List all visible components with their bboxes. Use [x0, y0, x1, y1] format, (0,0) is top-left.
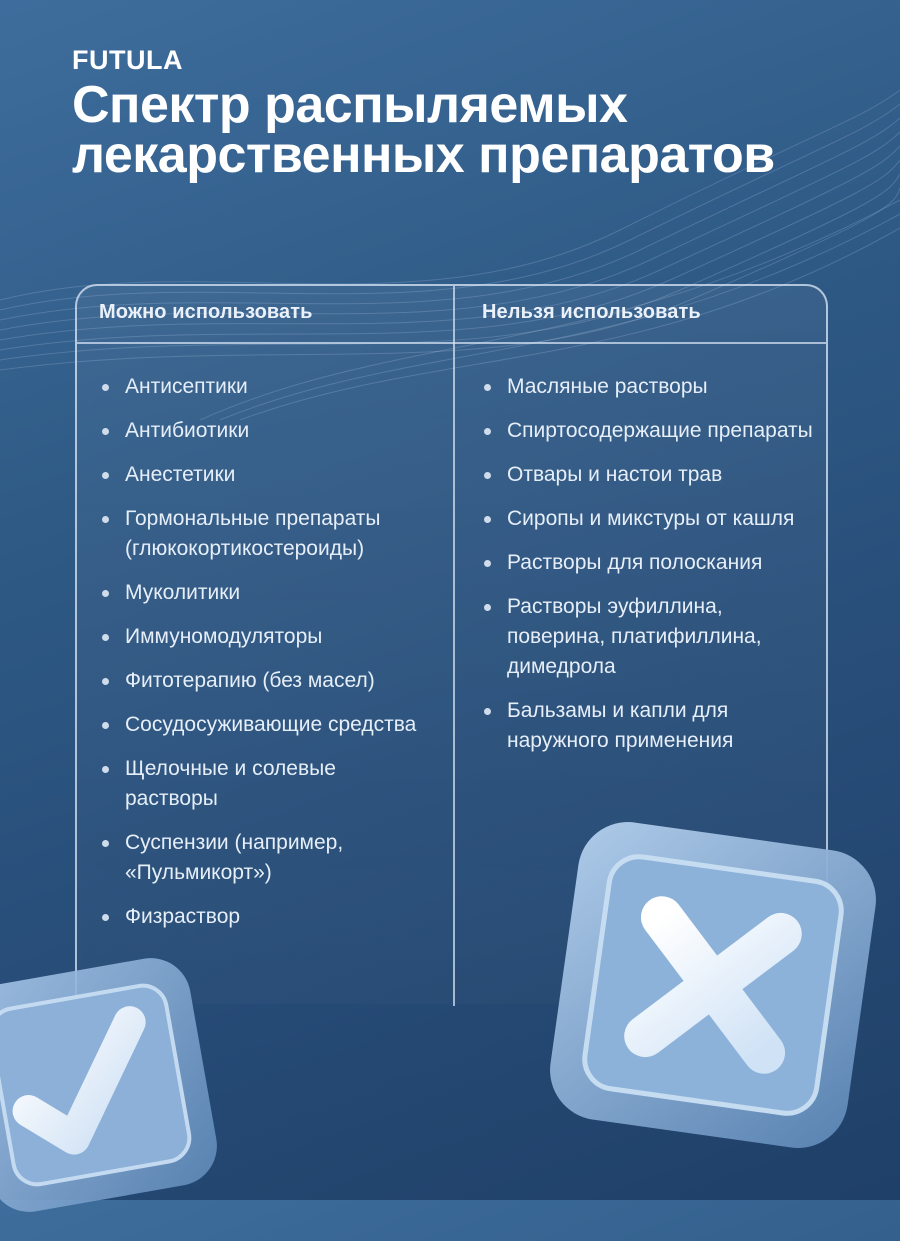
- forbidden-column-header: Нельзя использовать: [482, 301, 701, 323]
- list-item: Антибиотики: [99, 416, 429, 446]
- list-item: Анестетики: [99, 460, 429, 490]
- list-item: Отвары и настои трав: [481, 460, 821, 490]
- list-item: Физраствор: [99, 902, 429, 932]
- list-item: Растворы для полоскания: [481, 548, 821, 578]
- list-item: Гормональные препараты (глюкокортикостероиды): [99, 504, 429, 564]
- list-item: Щелочные и солевые растворы: [99, 754, 429, 814]
- list-item: Иммуномодуляторы: [99, 622, 429, 652]
- list-item: Сиропы и микстуры от кашля: [481, 504, 821, 534]
- list-item: Спиртосодержащие препараты: [481, 416, 821, 446]
- brand-logo: FUTULA: [72, 45, 183, 75]
- list-item: Бальзамы и капли для наружного применения: [481, 696, 821, 756]
- cross-mark-icon: [527, 799, 900, 1172]
- header-divider: [77, 342, 826, 344]
- allowed-column-header: Можно использовать: [99, 301, 313, 323]
- list-item: Масляные растворы: [481, 372, 821, 402]
- list-item: Муколитики: [99, 578, 429, 608]
- column-divider: [453, 286, 455, 1006]
- list-item: Фитотерапию (без масел): [99, 666, 429, 696]
- allowed-list: [99, 372, 429, 946]
- forbidden-list: [481, 372, 821, 770]
- list-item: Суспензии (например, «Пульмикорт»): [99, 828, 429, 888]
- list-item: Антисептики: [99, 372, 429, 402]
- list-item: Растворы эуфиллина, поверина, платифиллина, димедрола: [481, 592, 821, 682]
- page-title: Спектр распыляемых лекарственных препаратов: [72, 76, 775, 184]
- list-item: Сосудосуживающие средства: [99, 710, 429, 740]
